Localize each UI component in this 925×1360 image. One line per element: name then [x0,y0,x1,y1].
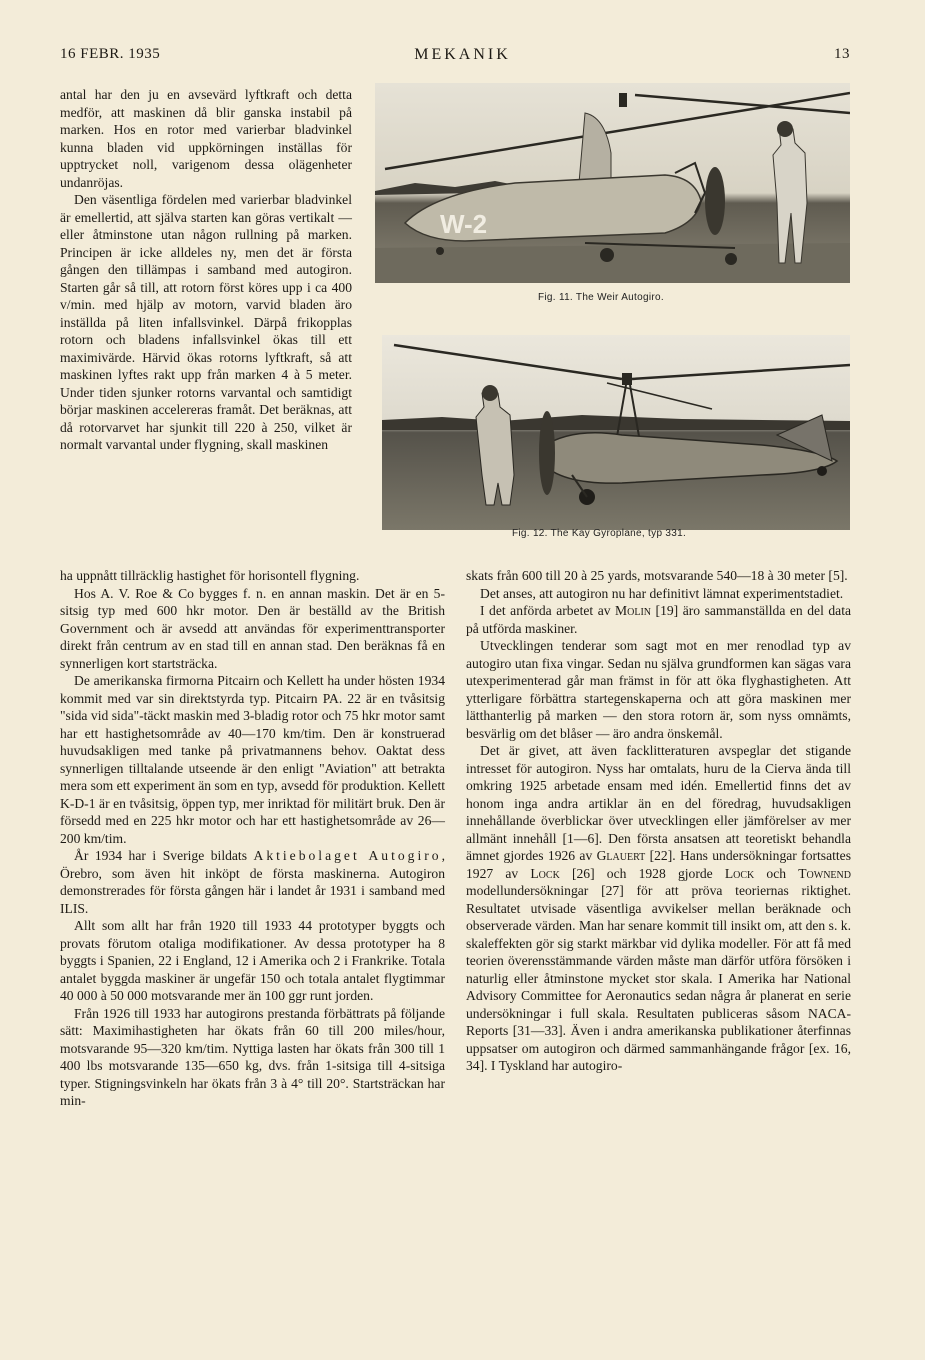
text-run: [19] äro sammanställda en del data på utförda maskiner. [466,603,851,636]
figure-11-caption: Fig. 11. The Weir Autogiro. [538,292,664,303]
text-run: År 1934 har i Sverige bildats [74,848,254,863]
company-name: Aktiebolaget Autogiro [253,848,442,863]
paragraph [466,742,851,1075]
figure-12-caption: Fig. 12. The Kay Gyroplane, typ 331. [512,528,687,539]
paragraph: Det anses, att autogiron nu har definitivt lämnat experimentstadiet. [480,585,844,601]
paragraph: skats från 600 till 20 à 25 yards, motsvarande 540—18 à 30 meter [5]. [466,568,848,583]
page-number: 13 [834,46,850,62]
issue-date: 16 FEBR. 1935 [60,46,161,62]
paragraph: De amerikanska firmorna Pitcairn och Kellett ha under hösten 1934 kommit med var sin direktstyrda typ. Pitcairn PA. 22 är en tvåsitsig "sida vid sida"-täckt maskin med 3-bladig rotor och 75 hkr motor samt har ett hastighetsområde av 40—170 km/tim. Den är konstruerad huvudsakligen med tanke på privatmannens behov. Oaktat dess synnerligen tilltalande utseende är den enligt "Aviation" att betrakta mera som ett experiment än som en typ, avsedd för produktion. Kellett K-D-1 är en tvåsitsig, öppen typ, mer inriktad för militärt bruk. Den är försedd med en 225 hkr motor och har ett hastighetsområde av 26—200 km/tim. [60,673,445,846]
text-run: I det anförda arbetet av [480,603,616,618]
author-name: Lock [530,865,560,881]
text-column-upper-left [60,86,352,454]
text-run: , Örebro, som även hit inköpt de första maskinerna. Autogiron demonstrerades för första gången här i landet år 1931 i samband med ILIS. [60,848,445,916]
paragraph [60,847,445,917]
magazine-title: MEKANIK [414,46,511,63]
paragraph: Den väsentliga fördelen med varierbar bladvinkel är emellertid, att själva starten kan göras vertikalt — eller åtminstone utan någon rullning på marken. Principen är icke alldeles ny, men det är första gången den tillämpas i samband med autogiron. Starten går så till, att rotorn först köres upp i ca 400 v/min. med hjälp av motorn, varvid bladen äro inställda på liten infallsvinkel. Därpå frikopplas rotorn och bladens infallsvinkel ökas till ett maximivärde. Härvid ökas rotorns lyftkraft, så att maskinen lyftes rakt upp från marken 4 à 5 meter. Under tiden sjunker rotorns varvantal och samtidigt börjar maskinen accelereras framåt. Det beräknas, att då rotorvarvet har sjunkit till 220 à 250, vilket är normalt varvantal under flygning, skall maskinen [60,192,352,452]
author-name: Townend [798,865,851,881]
author-name: Lock [724,865,755,881]
paragraph [466,602,851,637]
text-run: Det är givet, att även facklitteraturen avspeglar det stigande intresset för autogiron. Nyss har omtalats, huru de la Cierva ända till omkring 1925 arbetade ensam med idén. Emellertid finns det av honom inga andra artiklar än en del föredrag, huvudsakligen innehållande överblickar över utvecklingen eller jämförelser av mer allmänt innehåll [1—6]. Den första ansatsen att teoretiskt behandla ämnet gjordes 1926 av [466,743,851,863]
text-column-lower-left [60,567,445,1110]
text-run: och [754,865,799,881]
author-name: Glauert [596,848,646,863]
paragraph: Allt som allt har från 1920 till 1933 44 prototyper byggts och provats förutom otaliga modifikationer. Av dessa prototyper ha 8 byggts i Spanien, 22 i England, 12 i Amerika och 2 i Frankrike. Totala antalet byggda maskiner är ungefär 150 och totala antalet flygtimmar 40 000 à 50 000 motsvarande mer än 100 ggr runt jorden. [60,918,445,1003]
figure-kay-gyroplane-photo [382,335,850,530]
paragraph: antal har den ju en avsevärd lyftkraft och detta medför, att maskinen då blir ganska instabil på marken. Hos en rotor med varierbar bladvinkel kunna bladen vid uppkörningen inställas för upptrycket noll, varigenom dessa olägenheter undanröjas. [60,87,352,190]
text-run: modellundersökningar [27] för att pröva teoriernas riktighet. Resultatet utvisade väsentliga avvikelser mellan beräknade och observerade värden. Man har senare kommit till insikt om, att den s. k. skaleffekten gör sig starkt märkbar vid dylika modeller. För att få med teorien överensstämmande värden måste man därför utföra försöken i naturlig eller åtminstone mycket stor skala. I Amerika har National Advisory Committee for Aeronautics sedan några år planerat en serie undersökningar i full skala. Resultaten publiceras såsom NACA-Reports [31—33]. Även i andra amerikanska publikationer återfinnas uppsatser om autogiron och därmed sammanhängande frågor [ex. 16, 34]. I Tyskland har autogiro- [466,883,851,1073]
paragraph: Hos A. V. Roe & Co bygges f. n. en annan maskin. Det är en 5-sitsig typ med 600 hkr motor. Den är beställd av the British Government och är avsedd att användas för experimenttransporter direkt från centrum av en stad till en annan stad. Den beräknas få en synnerligen kort startsträcka. [60,585,445,671]
figure-weir-autogiro-photo [375,83,850,283]
paragraph: Utvecklingen tenderar som sagt mot en mer renodlad typ av autogiro utan fixa vingar. Sedan nu själva grundformen kan sägas vara utexperimenterad går man främst in för att öka flyghastigheten. Att ytterligare förbättra startegenskaperna och att göra maskinen mer lätthanterlig på marken — den stora rotorn är, som nyss omnämts, besvärlig om det blåser — äro andra önskemål. [466,638,851,741]
author-name: Molin [615,603,652,618]
text-column-lower-right [466,567,851,1075]
paragraph: Från 1926 till 1933 har autogirons prestanda förbättrats på följande sätt: Maximihastigheten har ökats från 60 till 200 miles/hour, motsvarande 95—320 km/tim. Nyttiga lasten har ökats från 300 till 1 400 lbs motsvarande 135—650 kg, dvs. från 1-sitsiga till 4-sitsiga typer. Stigningsvinkeln har ökats från 3 à 4° till 20°. Startsträckan har min- [60,1005,445,1108]
aircraft-marking: W-2 [440,209,488,239]
paragraph: ha uppnått tillräcklig hastighet för horisontell flygning. [60,568,360,583]
text-run: [26] och 1928 gjorde [559,865,725,881]
text-run: [22]. Hans undersökningar fortsattes 1927 av [466,848,851,881]
